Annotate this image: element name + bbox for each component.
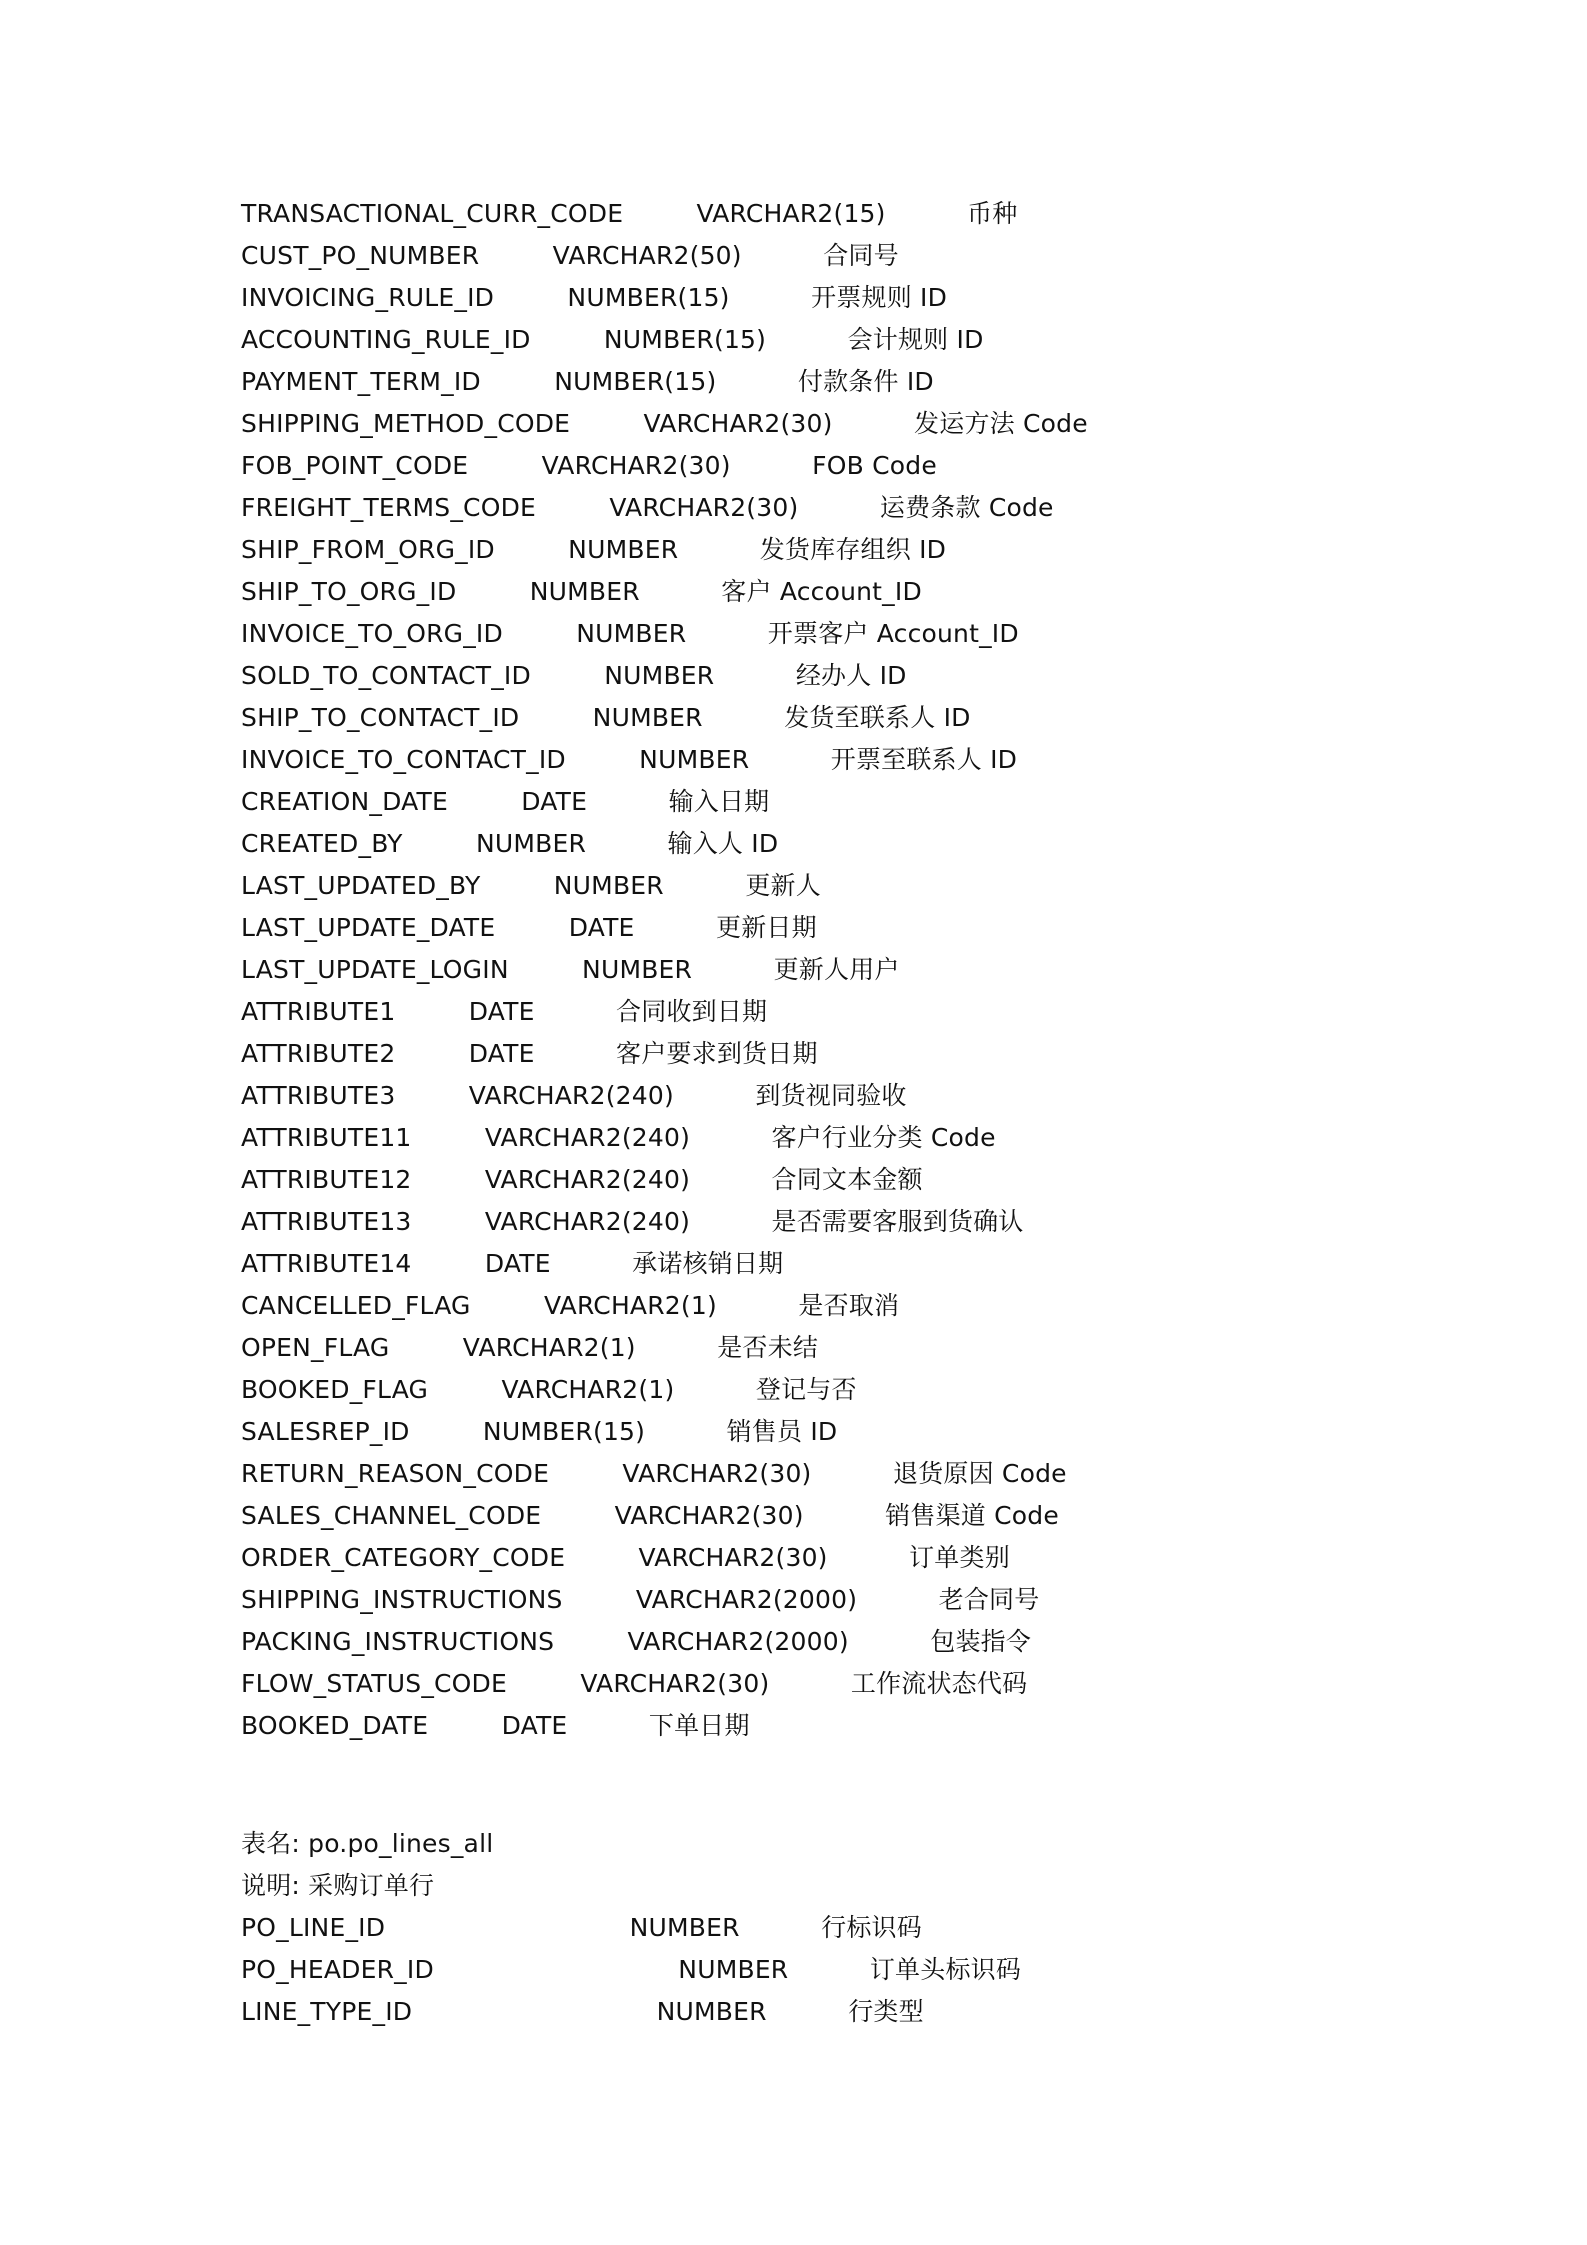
field-line: ATTRIBUTE12 VARCHAR2(240) 合同文本金额 xyxy=(241,1165,923,1194)
field-line: LAST_UPDATED_BY NUMBER 更新人 xyxy=(241,871,821,900)
field-line: RETURN_REASON_CODE VARCHAR2(30) 退货原因 Code xyxy=(241,1459,1067,1488)
field-line: PACKING_INSTRUCTIONS VARCHAR2(2000) 包装指令 xyxy=(241,1627,1032,1656)
field-line: BOOKED_FLAG VARCHAR2(1) 登记与否 xyxy=(241,1375,857,1404)
field-line: ACCOUNTING_RULE_ID NUMBER(15) 会计规则 ID xyxy=(241,325,984,354)
table-section-po-lines xyxy=(241,1823,1441,2033)
field-line: ATTRIBUTE11 VARCHAR2(240) 客户行业分类 Code xyxy=(241,1123,996,1152)
table-name: 表名: po.po_lines_all xyxy=(241,1829,494,1858)
field-line: ATTRIBUTE2 DATE 客户要求到货日期 xyxy=(241,1039,818,1068)
field-line: FOB_POINT_CODE VARCHAR2(30) FOB Code xyxy=(241,451,937,480)
field-list-order-headers xyxy=(241,193,1441,1747)
field-line: BOOKED_DATE DATE 下单日期 xyxy=(241,1711,750,1740)
field-line: OPEN_FLAG VARCHAR2(1) 是否未结 xyxy=(241,1333,819,1362)
field-line: ATTRIBUTE14 DATE 承诺核销日期 xyxy=(241,1249,784,1278)
field-line: LAST_UPDATE_LOGIN NUMBER 更新人用户 xyxy=(241,955,900,984)
field-line: INVOICE_TO_ORG_ID NUMBER 开票客户 Account_ID xyxy=(241,619,1019,648)
field-line: LINE_TYPE_ID NUMBER 行类型 xyxy=(241,1997,924,2026)
field-line: ATTRIBUTE13 VARCHAR2(240) 是否需要客服到货确认 xyxy=(241,1207,1024,1236)
field-line: PO_LINE_ID NUMBER 行标识码 xyxy=(241,1913,922,1942)
field-line: SHIP_TO_ORG_ID NUMBER 客户 Account_ID xyxy=(241,577,922,606)
field-line: FREIGHT_TERMS_CODE VARCHAR2(30) 运费条款 Code xyxy=(241,493,1054,522)
field-line: CUST_PO_NUMBER VARCHAR2(50) 合同号 xyxy=(241,241,899,270)
field-line: ATTRIBUTE3 VARCHAR2(240) 到货视同验收 xyxy=(241,1081,907,1110)
field-line: SALESREP_ID NUMBER(15) 销售员 ID xyxy=(241,1417,838,1446)
field-line: TRANSACTIONAL_CURR_CODE VARCHAR2(15) 币种 xyxy=(241,199,1018,228)
field-line: INVOICING_RULE_ID NUMBER(15) 开票规则 ID xyxy=(241,283,948,312)
field-line: SALES_CHANNEL_CODE VARCHAR2(30) 销售渠道 Code xyxy=(241,1501,1059,1530)
field-line: SHIPPING_METHOD_CODE VARCHAR2(30) 发运方法 Code xyxy=(241,409,1088,438)
field-line: ATTRIBUTE1 DATE 合同收到日期 xyxy=(241,997,768,1026)
field-line: FLOW_STATUS_CODE VARCHAR2(30) 工作流状态代码 xyxy=(241,1669,1028,1698)
field-line: SHIP_TO_CONTACT_ID NUMBER 发货至联系人 ID xyxy=(241,703,971,732)
field-line: PO_HEADER_ID NUMBER 订单头标识码 xyxy=(241,1955,1022,1984)
field-line: CREATION_DATE DATE 输入日期 xyxy=(241,787,770,816)
field-line: LAST_UPDATE_DATE DATE 更新日期 xyxy=(241,913,817,942)
field-line: ORDER_CATEGORY_CODE VARCHAR2(30) 订单类别 xyxy=(241,1543,1010,1572)
field-line: SHIPPING_INSTRUCTIONS VARCHAR2(2000) 老合同号 xyxy=(241,1585,1040,1614)
field-line: CANCELLED_FLAG VARCHAR2(1) 是否取消 xyxy=(241,1291,900,1320)
field-line: CREATED_BY NUMBER 输入人 ID xyxy=(241,829,779,858)
field-line: PAYMENT_TERM_ID NUMBER(15) 付款条件 ID xyxy=(241,367,934,396)
field-line: SHIP_FROM_ORG_ID NUMBER 发货库存组织 ID xyxy=(241,535,947,564)
field-line: INVOICE_TO_CONTACT_ID NUMBER 开票至联系人 ID xyxy=(241,745,1018,774)
table-description: 说明: 采购订单行 xyxy=(241,1871,435,1900)
field-line: SOLD_TO_CONTACT_ID NUMBER 经办人 ID xyxy=(241,661,907,690)
